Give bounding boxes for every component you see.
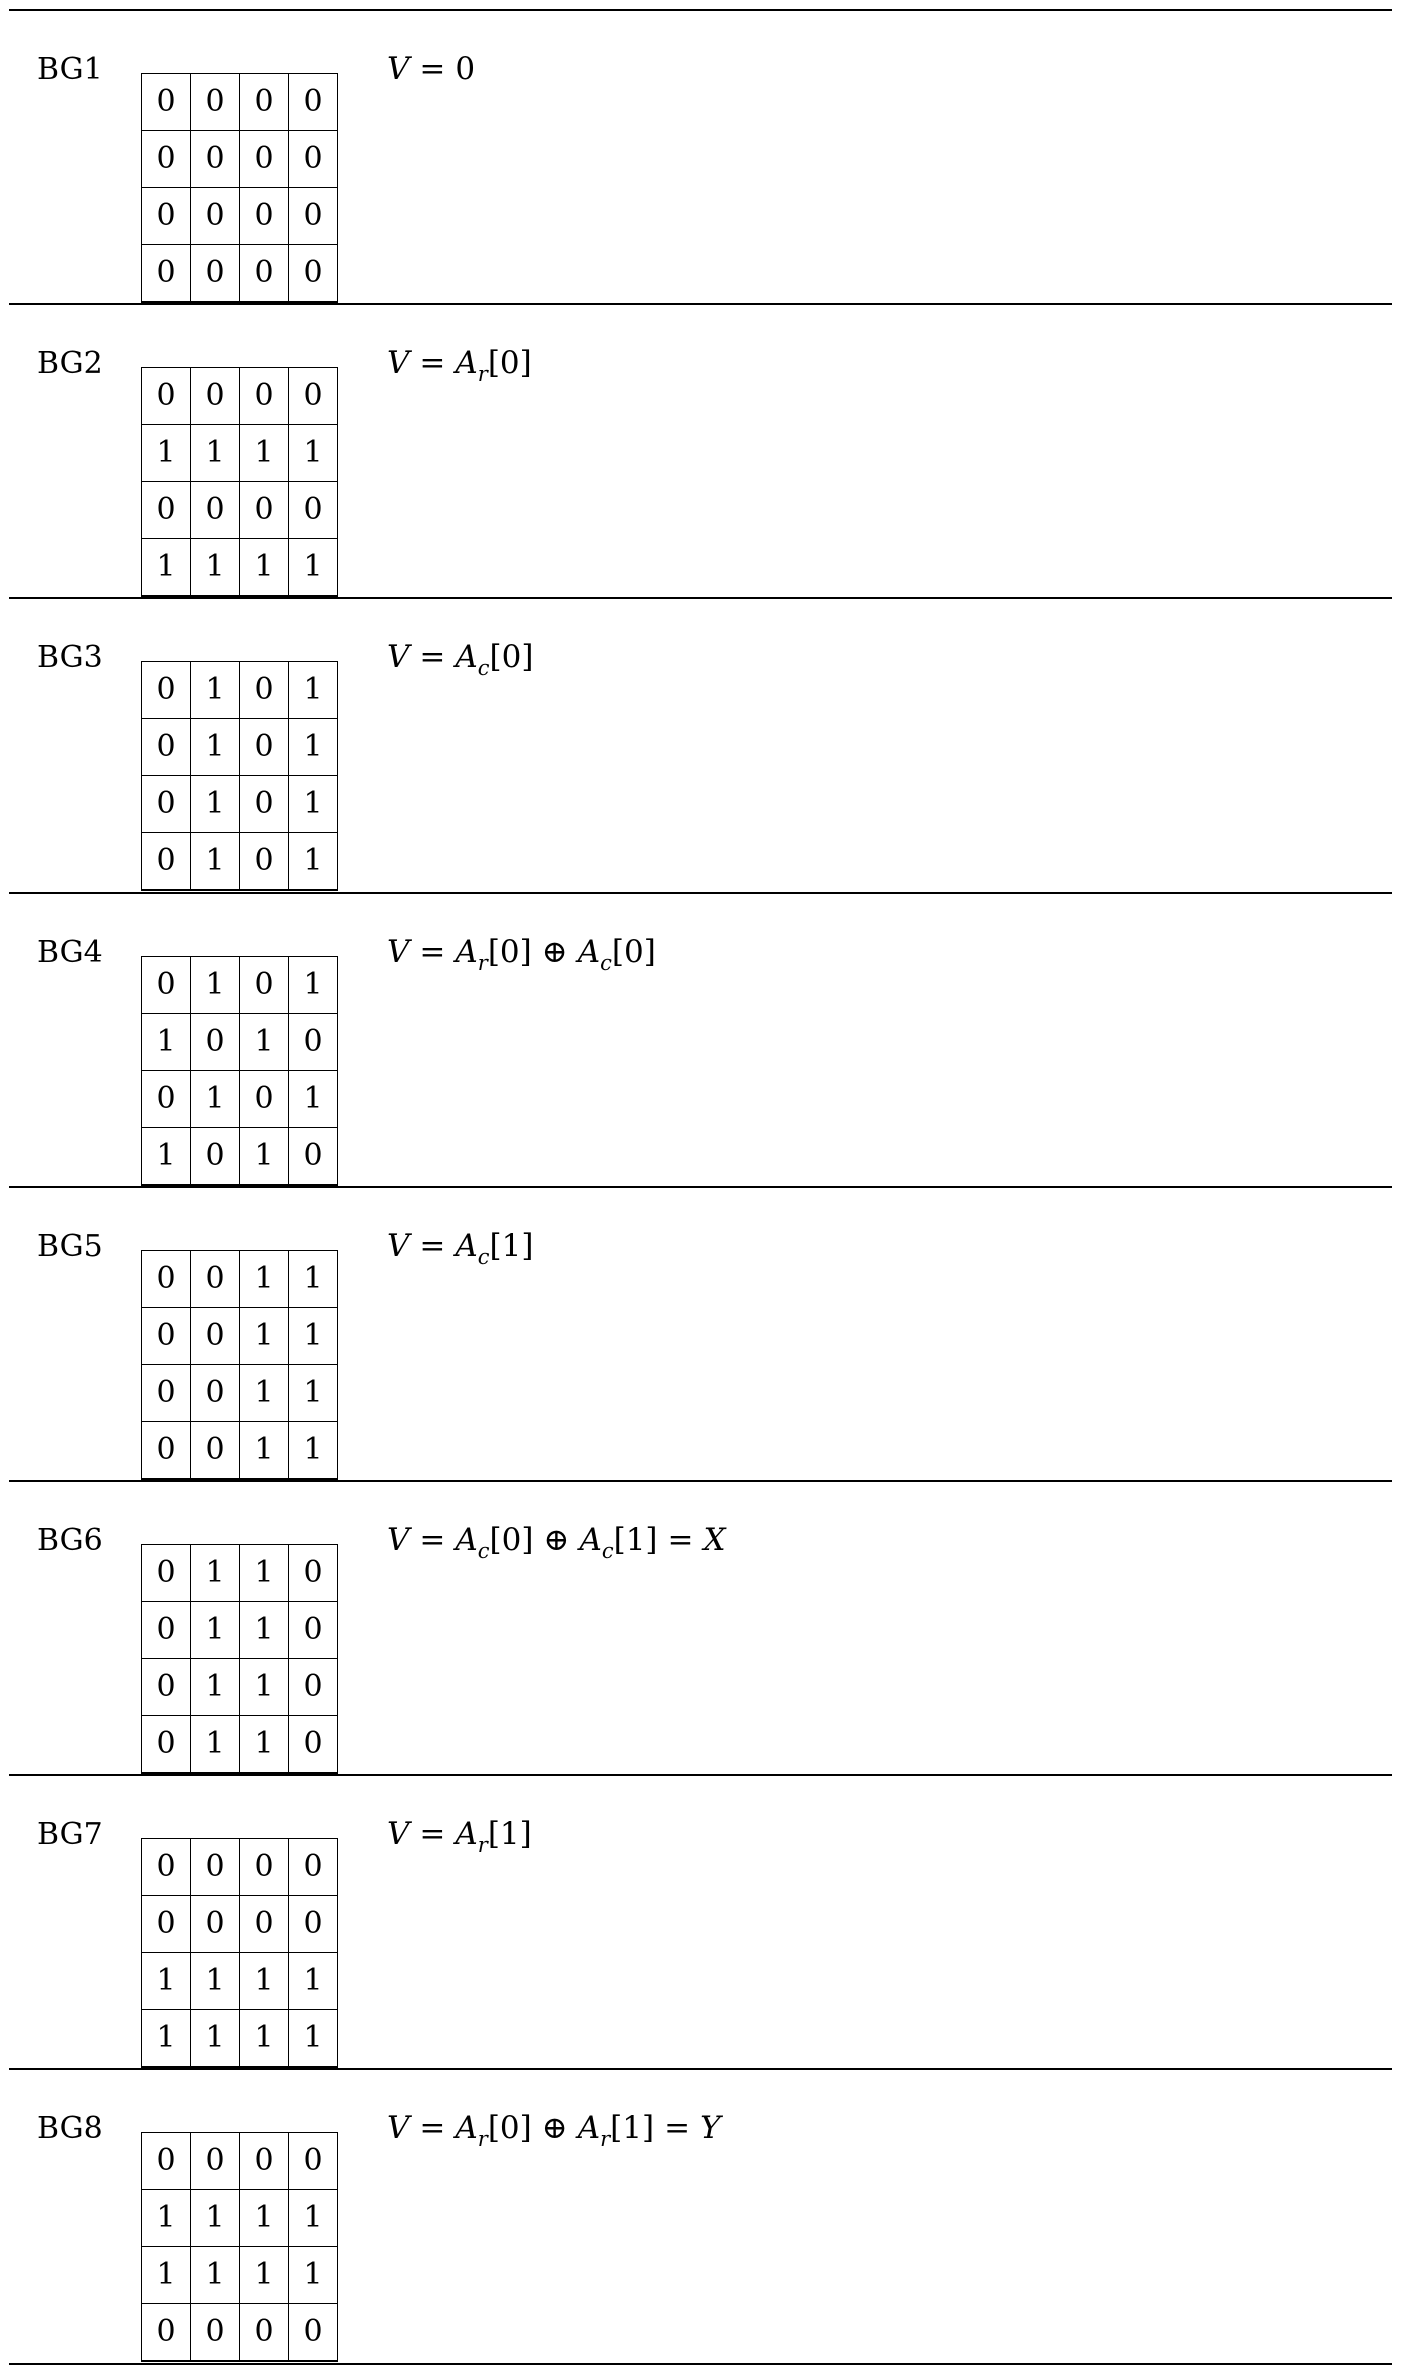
formula-term: [0] (489, 639, 534, 676)
grid-cell: 0 (191, 1307, 240, 1364)
formula-operator: = (419, 1816, 446, 1853)
grid-row (142, 2133, 338, 2190)
grid-row (142, 1896, 338, 1953)
grid-row (142, 2247, 338, 2304)
grid-cell: 0 (191, 368, 240, 425)
grid-cell: 1 (240, 1364, 289, 1421)
formula-operator: = (419, 2110, 446, 2147)
formula-term: A (455, 1816, 478, 1853)
grid-cell: 0 (289, 1659, 338, 1716)
grid-cell: 0 (289, 368, 338, 425)
grid-cell: 0 (289, 1127, 338, 1185)
grid-cell: 0 (142, 74, 191, 131)
grid-row (142, 1364, 338, 1421)
grid-cell: 1 (191, 1070, 240, 1127)
grid-cell: 0 (240, 2304, 289, 2362)
formula-term: [1] (610, 2110, 655, 2147)
grid-cell: 0 (142, 776, 191, 833)
table-row (0, 597, 1403, 891)
grid-cell: 0 (142, 1839, 191, 1896)
formula-operator: ⊕ (541, 2110, 568, 2147)
grid-cell: 0 (289, 1716, 338, 1774)
table-row (0, 9, 1403, 303)
grid-row (142, 188, 338, 245)
row-label: BG2 (37, 346, 103, 382)
grid-cell: 1 (191, 1953, 240, 2010)
grid-cell: 1 (191, 719, 240, 776)
grid-cell: 1 (142, 2247, 191, 2304)
grid-cell: 1 (240, 1250, 289, 1307)
grid-cell: 0 (240, 245, 289, 303)
formula (387, 932, 656, 975)
grid-cell: 0 (142, 1421, 191, 1479)
formula-operator: = (419, 639, 446, 676)
grid-cell: 1 (191, 662, 240, 719)
grid-cell: 0 (142, 2133, 191, 2190)
grid-cell: 0 (191, 1839, 240, 1896)
formula-term: [0] (611, 933, 656, 970)
grid-cell: 0 (240, 188, 289, 245)
formula (387, 1814, 532, 1858)
formula-term: Y (700, 2110, 721, 2147)
grid-cell: 0 (142, 1716, 191, 1774)
grid-cell: 1 (142, 1013, 191, 1070)
grid-cell: 1 (240, 1716, 289, 1774)
grid-cell: 0 (142, 956, 191, 1013)
grid-cell: 1 (142, 2190, 191, 2247)
grid-cell: 1 (240, 2247, 289, 2304)
formula-operator: ⊕ (541, 933, 568, 970)
grid-cell: 1 (240, 1421, 289, 1479)
formula (387, 49, 475, 89)
formula (387, 343, 532, 387)
grid-cell: 0 (142, 1896, 191, 1953)
formula-term: [0] (489, 1522, 534, 1558)
row-divider (9, 2363, 1392, 2365)
grid-cell: 1 (289, 956, 338, 1013)
grid-cell: 0 (240, 1896, 289, 1953)
formula-operator: ⊕ (543, 1522, 570, 1558)
grid-cell: 1 (289, 776, 338, 833)
formula-term: X (703, 1522, 726, 1558)
formula-term: [1] (489, 1227, 534, 1264)
formula (387, 1226, 534, 1269)
grid-cell: 0 (191, 1127, 240, 1185)
formula-subscript: r (477, 1833, 488, 1858)
bit-grid (141, 1838, 338, 2068)
grid-cell: 0 (142, 1602, 191, 1659)
grid-cell: 1 (191, 2010, 240, 2068)
formula-term: V (387, 933, 410, 970)
grid-cell: 1 (191, 2247, 240, 2304)
grid-cell: 1 (240, 2010, 289, 2068)
grid-cell: 0 (142, 719, 191, 776)
grid-cell: 0 (142, 368, 191, 425)
grid-cell: 1 (240, 539, 289, 597)
grid-cell: 0 (240, 2133, 289, 2190)
grid-cell: 0 (142, 2304, 191, 2362)
grid-cell: 1 (191, 1716, 240, 1774)
grid-cell: 0 (289, 131, 338, 188)
row-label: BG7 (37, 1817, 103, 1853)
grid-cell: 0 (240, 662, 289, 719)
grid-cell: 0 (240, 1070, 289, 1127)
grid-cell: 1 (191, 1545, 240, 1602)
grid-cell: 1 (142, 2010, 191, 2068)
formula-term: A (455, 1522, 478, 1558)
row-label: BG5 (37, 1228, 103, 1264)
bit-grid (141, 367, 338, 597)
table-row (0, 2068, 1403, 2362)
grid-cell: 0 (142, 245, 191, 303)
grid-row (142, 1421, 338, 1479)
row-label: BG8 (37, 2111, 103, 2147)
formula-operator: = (419, 51, 446, 87)
grid-cell: 1 (191, 776, 240, 833)
grid-cell: 0 (191, 131, 240, 188)
formula-term: V (387, 345, 410, 382)
grid-cell: 0 (191, 2304, 240, 2362)
grid-row (142, 425, 338, 482)
formula-term: [0] (487, 345, 532, 382)
grid-cell: 0 (191, 1421, 240, 1479)
grid-row (142, 776, 338, 833)
grid-row (142, 482, 338, 539)
formula-term: A (577, 2110, 601, 2147)
formula-operator: = (664, 2110, 691, 2147)
grid-row (142, 1307, 338, 1364)
grid-cell: 0 (240, 719, 289, 776)
grid-cell: 1 (289, 833, 338, 891)
grid-cell: 0 (142, 1659, 191, 1716)
bit-grid (141, 956, 338, 1186)
grid-cell: 0 (289, 482, 338, 539)
grid-cell: 0 (142, 482, 191, 539)
grid-cell: 0 (289, 74, 338, 131)
grid-row (142, 131, 338, 188)
bit-grid (141, 1250, 338, 1480)
grid-row (142, 1545, 338, 1602)
grid-cell: 1 (289, 2247, 338, 2304)
grid-cell: 0 (191, 1013, 240, 1070)
table-row (0, 1186, 1403, 1480)
row-label: BG4 (37, 934, 103, 970)
formula-term: A (455, 639, 478, 676)
formula-subscript: c (477, 1244, 490, 1269)
formula-subscript: r (477, 950, 488, 975)
grid-cell: 1 (289, 1953, 338, 2010)
formula-term: V (387, 1816, 410, 1853)
grid-row (142, 368, 338, 425)
formula-term: V (387, 639, 410, 676)
grid-cell: 1 (240, 1307, 289, 1364)
table-row (0, 1774, 1403, 2068)
table-row (0, 303, 1403, 597)
grid-row (142, 1659, 338, 1716)
formula-term: A (455, 2110, 478, 2147)
formula-term: A (455, 345, 478, 382)
grid-row (142, 245, 338, 303)
grid-cell: 1 (289, 1364, 338, 1421)
grid-cell: 0 (191, 188, 240, 245)
row-label: BG1 (37, 52, 103, 87)
grid-row (142, 1953, 338, 2010)
grid-cell: 0 (142, 1070, 191, 1127)
grid-row (142, 1602, 338, 1659)
bit-grid (141, 661, 338, 891)
bit-grid (141, 1544, 338, 1774)
grid-cell: 1 (289, 1307, 338, 1364)
formula-subscript: c (477, 656, 490, 681)
grid-cell: 0 (142, 662, 191, 719)
grid-cell: 0 (191, 1896, 240, 1953)
grid-cell: 1 (240, 1013, 289, 1070)
formula-term: A (579, 1522, 602, 1558)
table-row (0, 892, 1403, 1186)
grid-cell: 0 (289, 1602, 338, 1659)
grid-cell: 0 (289, 1896, 338, 1953)
grid-cell: 0 (240, 482, 289, 539)
grid-cell: 1 (240, 1953, 289, 2010)
formula-term: V (387, 1522, 410, 1558)
grid-cell: 1 (289, 1070, 338, 1127)
grid-cell: 0 (289, 2304, 338, 2362)
grid-cell: 1 (142, 1127, 191, 1185)
grid-cell: 0 (142, 131, 191, 188)
table-row (0, 1480, 1403, 1774)
grid-cell: 0 (191, 1364, 240, 1421)
grid-cell: 1 (142, 425, 191, 482)
formula-subscript: c (477, 1539, 490, 1563)
grid-cell: 0 (142, 188, 191, 245)
grid-row (142, 539, 338, 597)
formula-term: A (455, 933, 478, 970)
formula-subscript: c (601, 1539, 614, 1563)
formula-term: A (455, 1227, 478, 1264)
formula-operator: = (419, 1522, 446, 1558)
grid-cell: 0 (142, 833, 191, 891)
formula (387, 637, 534, 681)
grid-cell: 1 (191, 1602, 240, 1659)
grid-row (142, 1250, 338, 1307)
grid-cell: 0 (240, 833, 289, 891)
grid-cell: 0 (240, 1839, 289, 1896)
grid-cell: 0 (289, 1839, 338, 1896)
grid-row (142, 1013, 338, 1070)
formula-term: V (387, 1227, 410, 1264)
grid-cell: 1 (191, 2190, 240, 2247)
grid-row (142, 719, 338, 776)
grid-cell: 0 (142, 1250, 191, 1307)
grid-cell: 1 (191, 425, 240, 482)
grid-cell: 0 (191, 74, 240, 131)
grid-cell: 0 (289, 1013, 338, 1070)
grid-cell: 0 (142, 1545, 191, 1602)
grid-row (142, 74, 338, 131)
formula-term: V (387, 51, 410, 87)
grid-cell: 0 (191, 482, 240, 539)
grid-row (142, 956, 338, 1013)
grid-cell: 1 (142, 1953, 191, 2010)
grid-cell: 1 (240, 1127, 289, 1185)
grid-cell: 0 (240, 131, 289, 188)
grid-row (142, 1070, 338, 1127)
grid-cell: 0 (142, 1307, 191, 1364)
grid-cell: 1 (289, 1250, 338, 1307)
grid-cell: 1 (289, 2010, 338, 2068)
grid-cell: 1 (289, 662, 338, 719)
formula-term: [1] (487, 1816, 532, 1853)
grid-cell: 0 (289, 188, 338, 245)
bit-grid (141, 73, 338, 303)
grid-row (142, 1839, 338, 1896)
grid-row (142, 2190, 338, 2247)
formula-subscript: r (600, 2127, 611, 2152)
formula-subscript: c (600, 950, 612, 975)
grid-cell: 1 (240, 2190, 289, 2247)
formula-term: A (577, 933, 601, 970)
grid-cell: 1 (142, 539, 191, 597)
grid-cell: 1 (191, 833, 240, 891)
formula-operator: = (667, 1522, 694, 1558)
grid-row (142, 1127, 338, 1185)
grid-cell: 1 (289, 1421, 338, 1479)
grid-cell: 1 (289, 719, 338, 776)
grid-row (142, 2010, 338, 2068)
grid-cell: 1 (289, 539, 338, 597)
grid-cell: 0 (191, 245, 240, 303)
formula (387, 1520, 726, 1563)
grid-cell: 1 (240, 1602, 289, 1659)
grid-cell: 1 (240, 1659, 289, 1716)
grid-cell: 1 (191, 539, 240, 597)
bit-grid (141, 2132, 338, 2362)
grid-cell: 0 (142, 1364, 191, 1421)
formula-term: 0 (455, 51, 476, 87)
grid-cell: 0 (240, 956, 289, 1013)
grid-cell: 0 (191, 2133, 240, 2190)
grid-row (142, 2304, 338, 2362)
grid-cell: 1 (289, 2190, 338, 2247)
grid-row (142, 662, 338, 719)
grid-cell: 1 (240, 1545, 289, 1602)
grid-cell: 0 (240, 776, 289, 833)
row-label: BG3 (37, 640, 103, 676)
formula-operator: = (419, 933, 446, 970)
grid-cell: 0 (289, 1545, 338, 1602)
row-label: BG6 (37, 1523, 103, 1558)
formula-term: [0] (487, 2110, 532, 2147)
formula-operator: = (419, 345, 446, 382)
grid-cell: 0 (289, 245, 338, 303)
grid-cell: 1 (240, 425, 289, 482)
grid-cell: 0 (191, 1250, 240, 1307)
grid-cell: 1 (191, 1659, 240, 1716)
formula-operator: = (419, 1227, 446, 1264)
formula-term: [1] (613, 1522, 658, 1558)
formula (387, 2108, 721, 2152)
grid-cell: 0 (289, 2133, 338, 2190)
formula-subscript: r (477, 362, 488, 387)
formula-term: [0] (487, 933, 532, 970)
grid-cell: 1 (191, 956, 240, 1013)
grid-cell: 0 (240, 74, 289, 131)
formula-term: V (387, 2110, 410, 2147)
grid-cell: 0 (240, 368, 289, 425)
grid-row (142, 833, 338, 891)
grid-row (142, 1716, 338, 1774)
grid-cell: 1 (289, 425, 338, 482)
formula-subscript: r (477, 2127, 488, 2152)
